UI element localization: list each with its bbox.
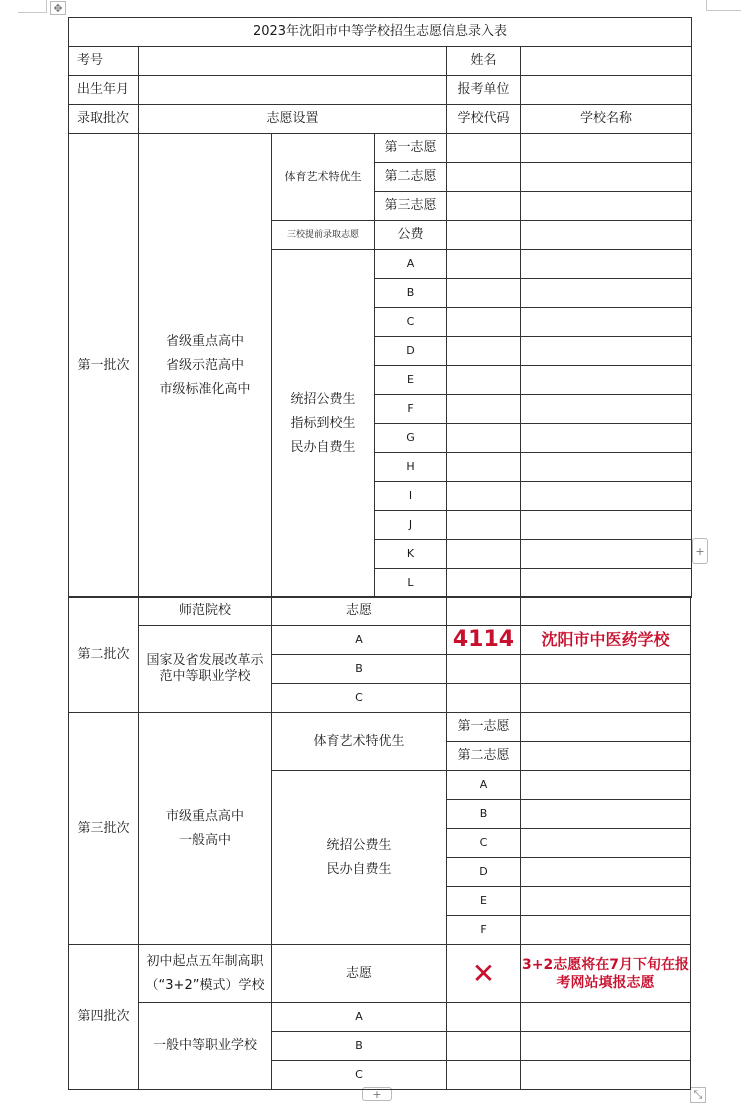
letter-label: E bbox=[447, 887, 521, 916]
letter-label: I bbox=[375, 482, 447, 511]
code-cell[interactable] bbox=[447, 366, 521, 395]
batch1-school-types bbox=[139, 134, 272, 598]
school-type: 市级重点高中 bbox=[165, 808, 244, 824]
batch3-sports-art: 体育艺术特优生 bbox=[272, 713, 447, 771]
pref-label: 第一志愿 bbox=[447, 713, 521, 742]
batch1-unified bbox=[272, 250, 375, 598]
letter-label: F bbox=[447, 916, 521, 945]
letter-label: C bbox=[447, 829, 521, 858]
school-cell[interactable] bbox=[521, 337, 692, 366]
student-type: 统招公费生 bbox=[326, 837, 392, 853]
public-fee-label: 公费 bbox=[375, 221, 447, 250]
exam-no-field[interactable] bbox=[139, 47, 447, 76]
letter-label: B bbox=[272, 1032, 447, 1061]
code-cell[interactable] bbox=[447, 279, 521, 308]
letter-label: L bbox=[375, 569, 447, 598]
name-field[interactable] bbox=[521, 47, 692, 76]
pref-label: 第二志愿 bbox=[375, 163, 447, 192]
pref-setting-header: 志愿设置 bbox=[139, 105, 447, 134]
code-cell[interactable] bbox=[447, 337, 521, 366]
school-cell[interactable] bbox=[521, 771, 691, 800]
code-cell[interactable] bbox=[447, 1061, 521, 1090]
school-cell[interactable] bbox=[521, 453, 692, 482]
school-cell[interactable] bbox=[521, 308, 692, 337]
table-move-handle[interactable]: ✥ bbox=[50, 1, 66, 15]
code-cell[interactable] bbox=[447, 540, 521, 569]
batch1-label: 第一批次 bbox=[69, 134, 139, 598]
batch-header: 录取批次 bbox=[69, 105, 139, 134]
page-corner-mark-right bbox=[706, 0, 741, 11]
school-cell[interactable] bbox=[521, 800, 691, 829]
name-label: 姓名 bbox=[447, 47, 521, 76]
letter-label: G bbox=[375, 424, 447, 453]
filled-school-name[interactable]: 沈阳市中医药学校 bbox=[521, 626, 691, 655]
school-cell[interactable] bbox=[521, 511, 692, 540]
school-cell[interactable] bbox=[521, 713, 691, 742]
school-cell[interactable] bbox=[521, 424, 692, 453]
add-row-button[interactable]: + bbox=[362, 1087, 392, 1101]
code-cell[interactable] bbox=[447, 453, 521, 482]
school-cell[interactable] bbox=[521, 829, 691, 858]
exam-no-label: 考号 bbox=[69, 47, 139, 76]
letter-label: C bbox=[375, 308, 447, 337]
code-cell[interactable] bbox=[447, 511, 521, 540]
batch3-unified bbox=[272, 771, 447, 945]
code-cell[interactable] bbox=[447, 684, 521, 713]
school-cell[interactable] bbox=[521, 684, 691, 713]
cross-mark-icon: ✕ bbox=[447, 945, 521, 1003]
school-cell[interactable] bbox=[521, 192, 692, 221]
letter-label: B bbox=[375, 279, 447, 308]
letter-label: B bbox=[272, 655, 447, 684]
letter-label: H bbox=[375, 453, 447, 482]
code-cell[interactable] bbox=[447, 1032, 521, 1061]
letter-label: A bbox=[272, 626, 447, 655]
letter-label: J bbox=[375, 511, 447, 540]
letter-label: E bbox=[375, 366, 447, 395]
code-cell[interactable] bbox=[447, 655, 521, 684]
add-column-button[interactable]: + bbox=[692, 538, 708, 564]
letter-label: C bbox=[272, 684, 447, 713]
school-cell[interactable] bbox=[521, 1061, 691, 1090]
unit-field[interactable] bbox=[521, 76, 692, 105]
five-year-school-label: 初中起点五年制高职（“3+2”模式）学校 bbox=[139, 945, 272, 1003]
batch3-label: 第三批次 bbox=[69, 713, 139, 945]
code-cell[interactable] bbox=[447, 163, 521, 192]
batch2-label: 第二批次 bbox=[69, 597, 139, 713]
batch3-school-types bbox=[139, 713, 272, 945]
letter-label: A bbox=[272, 1003, 447, 1032]
pref-label: 第三志愿 bbox=[375, 192, 447, 221]
school-cell[interactable] bbox=[521, 366, 692, 395]
school-name-header: 学校名称 bbox=[521, 105, 692, 134]
normal-school-label: 师范院校 bbox=[139, 597, 272, 626]
school-cell[interactable] bbox=[521, 221, 692, 250]
pref-label: 志愿 bbox=[272, 597, 447, 626]
code-cell[interactable] bbox=[447, 569, 521, 598]
school-cell[interactable] bbox=[521, 163, 692, 192]
table-resize-handle[interactable]: ⤡ bbox=[690, 1087, 706, 1103]
school-cell[interactable] bbox=[521, 134, 692, 163]
code-cell[interactable] bbox=[447, 134, 521, 163]
three-school-label: 三校提前录取志愿 bbox=[272, 221, 375, 250]
letter-label: K bbox=[375, 540, 447, 569]
registration-table-part1 bbox=[68, 17, 692, 598]
batch4-label: 第四批次 bbox=[69, 945, 139, 1090]
code-cell[interactable] bbox=[447, 250, 521, 279]
birth-label: 出生年月 bbox=[69, 76, 139, 105]
pref-label: 志愿 bbox=[272, 945, 447, 1003]
student-type: 民办自费生 bbox=[326, 861, 392, 877]
letter-label: C bbox=[272, 1061, 447, 1090]
code-cell[interactable] bbox=[447, 221, 521, 250]
school-cell[interactable] bbox=[521, 1032, 691, 1061]
code-cell[interactable] bbox=[447, 192, 521, 221]
school-cell[interactable] bbox=[521, 395, 692, 424]
school-cell[interactable] bbox=[521, 597, 691, 626]
school-type: 省级重点高中 bbox=[165, 333, 244, 349]
letter-label: A bbox=[447, 771, 521, 800]
registration-table-part2 bbox=[68, 596, 691, 1090]
unit-label: 报考单位 bbox=[447, 76, 521, 105]
student-type: 统招公费生 bbox=[290, 391, 356, 407]
school-type: 省级示范高中 bbox=[165, 357, 244, 373]
school-cell[interactable] bbox=[521, 279, 692, 308]
letter-label: D bbox=[447, 858, 521, 887]
code-cell[interactable] bbox=[447, 424, 521, 453]
school-cell[interactable] bbox=[521, 250, 692, 279]
school-type: 一般高中 bbox=[178, 832, 231, 848]
birth-field[interactable] bbox=[139, 76, 447, 105]
school-cell[interactable] bbox=[521, 482, 692, 511]
pref-label: 第一志愿 bbox=[375, 134, 447, 163]
pref-label: 第二志愿 bbox=[447, 742, 521, 771]
three-plus-two-note: 3+2志愿将在7月下旬在报考网站填报志愿 bbox=[521, 945, 691, 1003]
form-title: 2023年沈阳市中等学校招生志愿信息录入表 bbox=[69, 18, 692, 47]
page-corner-mark bbox=[18, 0, 47, 13]
general-vocational-label: 一般中等职业学校 bbox=[139, 1003, 272, 1090]
reform-school-label: 国家及省发展改革示范中等职业学校 bbox=[139, 626, 272, 713]
school-cell[interactable] bbox=[521, 540, 692, 569]
code-cell[interactable] bbox=[447, 597, 521, 626]
school-code-header: 学校代码 bbox=[447, 105, 521, 134]
school-type: 市级标准化高中 bbox=[159, 381, 251, 397]
code-cell[interactable] bbox=[447, 1003, 521, 1032]
student-type: 指标到校生 bbox=[290, 415, 356, 431]
school-cell[interactable] bbox=[521, 655, 691, 684]
letter-label: D bbox=[375, 337, 447, 366]
school-cell[interactable] bbox=[521, 858, 691, 887]
letter-label: B bbox=[447, 800, 521, 829]
school-cell[interactable] bbox=[521, 1003, 691, 1032]
student-type: 民办自费生 bbox=[290, 439, 356, 455]
code-cell[interactable] bbox=[447, 308, 521, 337]
filled-school-code[interactable]: 4114 bbox=[447, 626, 521, 655]
batch1-sports-art: 体育艺术特优生 bbox=[272, 134, 375, 221]
letter-label: A bbox=[375, 250, 447, 279]
school-cell[interactable] bbox=[521, 916, 691, 945]
code-cell[interactable] bbox=[447, 395, 521, 424]
letter-label: F bbox=[375, 395, 447, 424]
school-cell[interactable] bbox=[521, 569, 692, 598]
school-cell[interactable] bbox=[521, 742, 691, 771]
code-cell[interactable] bbox=[447, 482, 521, 511]
school-cell[interactable] bbox=[521, 887, 691, 916]
